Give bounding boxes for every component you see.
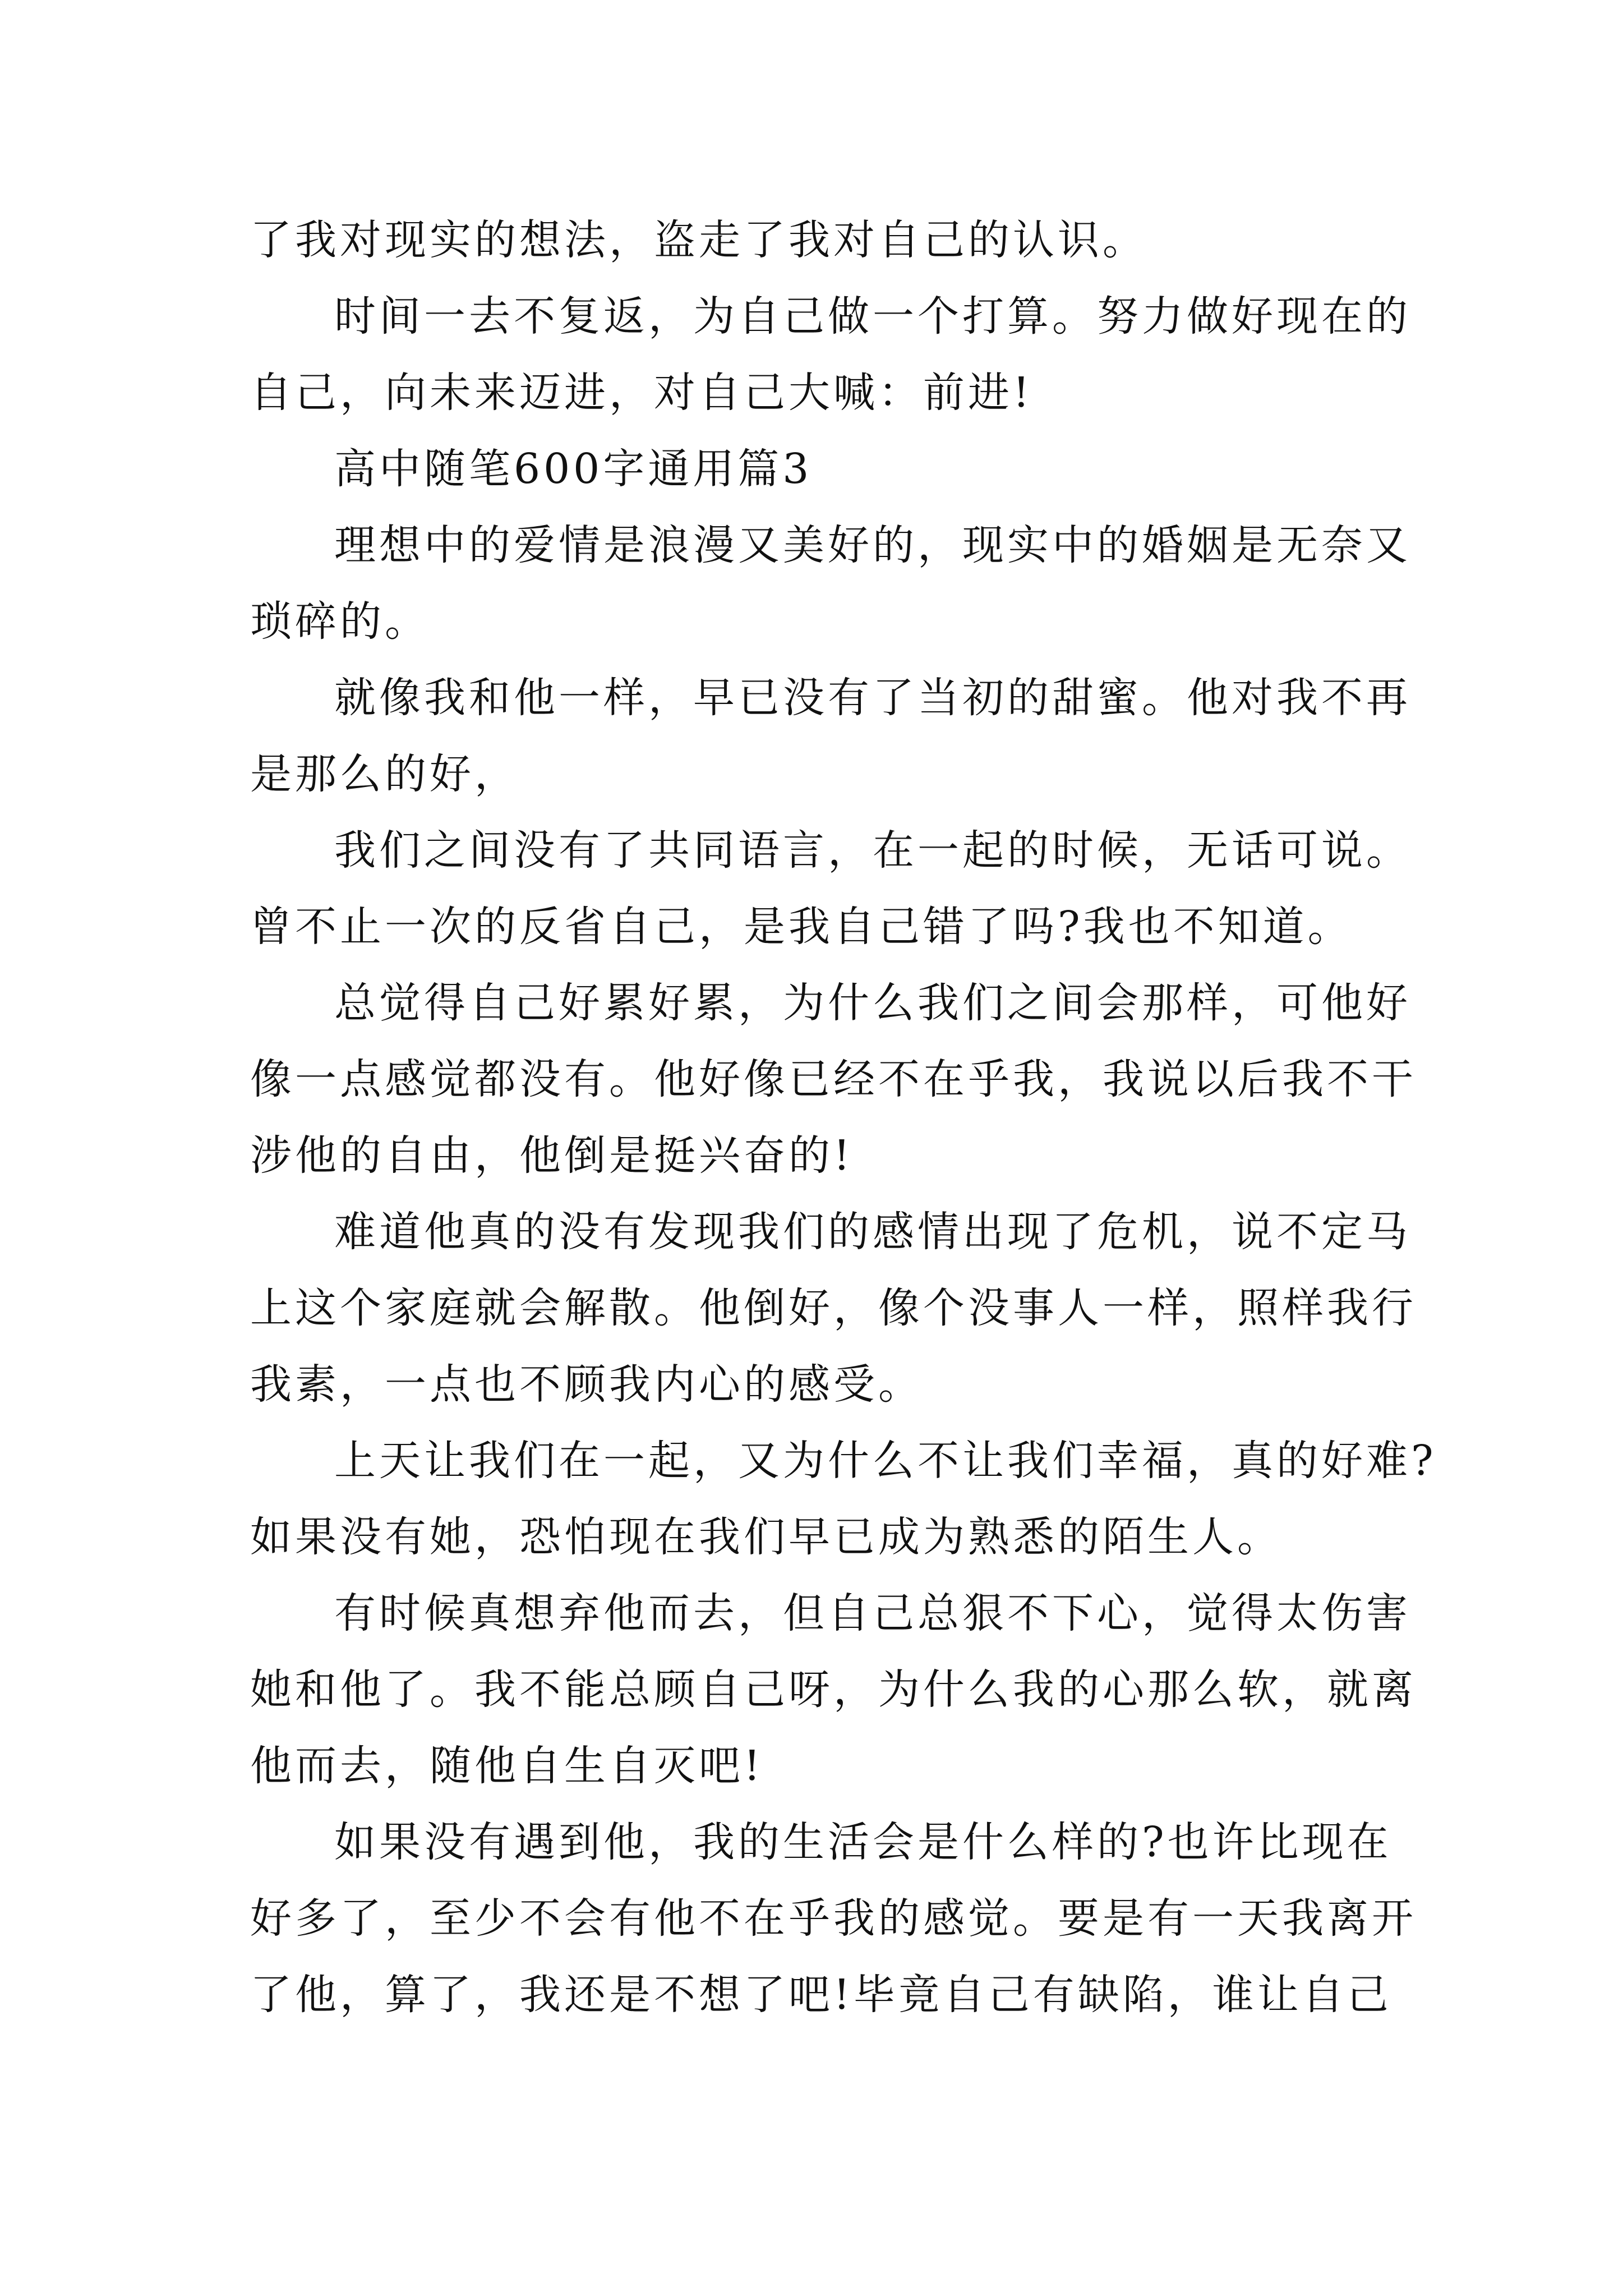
text-line: 我素，一点也不顾我内心的感受。 [250, 1360, 923, 1409]
paragraph-start-line: 上天让我们在一起，又为什么不让我们幸福，真的好难? [334, 1437, 1437, 1485]
paragraph-start-line: 理想中的爱情是浪漫又美好的，现实中的婚姻是无奈又 [334, 521, 1411, 569]
text-line: 涉他的自由，他倒是挺兴奋的! [250, 1131, 854, 1180]
text-line: 她和他了。我不能总顾自己呀，为什么我的心那么软，就离 [250, 1665, 1417, 1714]
text-line: 好多了，至少不会有他不在乎我的感觉。要是有一天我离开 [250, 1894, 1417, 1943]
section-heading: 高中随笔600字通用篇3 [334, 445, 813, 493]
text-line: 了我对现实的想法，盗走了我对自己的认识。 [250, 216, 1147, 264]
text-line: 他而去，随他自生自灭吧! [250, 1742, 764, 1790]
text-line: 是那么的好， [250, 750, 519, 798]
text-line: 如果没有她，恐怕现在我们早已成为熟悉的陌生人。 [250, 1513, 1282, 1561]
paragraph-start-line: 难道他真的没有发现我们的感情出现了危机，说不定马 [334, 1208, 1411, 1256]
paragraph-start-line: 就像我和他一样，早已没有了当初的甜蜜。他对我不再 [334, 674, 1411, 722]
paragraph-start-line: 总觉得自己好累好累，为什么我们之间会那样，可他好 [334, 979, 1411, 1027]
document-body [250, 202, 1437, 2033]
text-line: 自己，向未来迈进，对自己大喊：前进! [250, 369, 1033, 417]
text-line: 曾不止一次的反省自己，是我自己错了吗?我也不知道。 [250, 903, 1353, 951]
text-line: 像一点感觉都没有。他好像已经不在乎我，我说以后我不干 [250, 1055, 1417, 1103]
paragraph-start-line: 如果没有遇到他，我的生活会是什么样的?也许比现在 [334, 1818, 1392, 1866]
paragraph-start-line: 时间一去不复返，为自己做一个打算。努力做好现在的 [334, 292, 1411, 341]
paragraph-start-line: 我们之间没有了共同语言，在一起的时候，无话可说。 [334, 826, 1411, 875]
text-line: 上这个家庭就会解散。他倒好，像个没事人一样，照样我行 [250, 1284, 1417, 1332]
text-line: 了他，算了，我还是不想了吧!毕竟自己有缺陷，谁让自己 [250, 1971, 1392, 2019]
paragraph-start-line: 有时候真想弃他而去，但自己总狠不下心，觉得太伤害 [334, 1589, 1411, 1637]
text-line: 琐碎的。 [250, 597, 430, 646]
